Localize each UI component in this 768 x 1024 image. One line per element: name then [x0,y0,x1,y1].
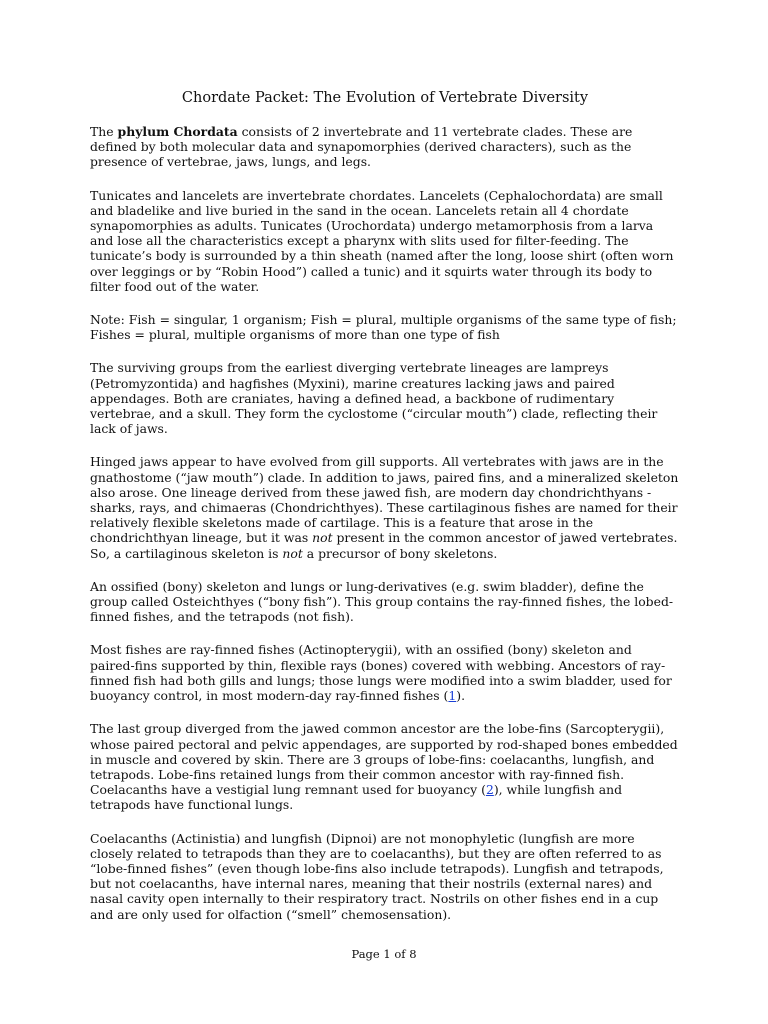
paragraph-lobe-fins [90,721,680,812]
citation-link-2[interactable]: 2 [485,782,494,798]
text-run: The [90,124,118,139]
paragraph-tunicates-lancelets: Tunicates and lancelets are invertebrate chordates. Lancelets (Cephalochordata) are small and bladelike and live buried in the sand in the ocean. Lancelets retain all 4 chordate synapomorphies as adults. Tunicates (Urochordata) undergo metamorphosis from a larva and lose all the characteristics except a pharynx with slits used for filter-feeding. The tunicate’s body is surrounded by a thin sheath (named after the long, loose shirt (often worn over leggings or by “Robin Hood”) called a tunic) and it squirts water through its body to filter food out of the water. [90,187,674,294]
paragraph-ray-finned [90,642,680,703]
text-run: a precursor of bony skeletons. [302,545,498,561]
citation-link-1[interactable]: 1 [448,688,457,704]
text-run: Hinged jaws appear to have evolved from gill supports. All vertebrates with jaws are in the gnathostome (“jaw mouth”) clade. In addition to jaws, paired fins, and a mineralized skeleton also arose. One lineage derived from these jawed fish, are modern day chondrichthyans - sharks, rays, and chimaeras (Chondrichthyes). These cartilaginous fishes are named for their relatively flexible skeletons made of cartilage. This is a feature that arose in the chondrichthyan lineage, but it was [90,454,679,546]
paragraph-gnathostomes [90,454,680,560]
paragraph-chordata-intro [90,124,680,170]
paragraph-coelacanths-lungfish: Coelacanths (Actinistia) and lungfish (Dipnoi) are not monophyletic (lungfish are more closely related to tetrapods than they are to coelacanths), but they are often referred to as “lobe-finned fishes” (even though lobe-fins also include tetrapods). Lungfish and tetrapods, but not coelacanths, have internal nares, meaning that their nostrils (external nares) and nasal cavity open internally to their respiratory tract. Nostrils on other fishes end in a cup and are only used for olfaction (“smell” chemosensation). [90,830,664,922]
text-run: ), while lungfish and tetrapods have functional lungs. [90,782,623,813]
page-title: Chordate Packet: The Evolution of Vertebrate Diversity [181,90,589,106]
document-page [90,90,680,940]
page-number-footer: Page 1 of 8 [351,947,417,961]
paragraph-osteichthyes: An ossified (bony) skeleton and lungs or lung-derivatives (e.g. swim bladder), define the group called Osteichthyes (“bony fish”). This group contains the ray-finned fishes, the lobed-finned fishes, and the tetrapods (not fish). [90,578,674,625]
text-run: ). [456,688,466,704]
text-run: consists of 2 invertebrate and 11 vertebrate clades. These are defined by both molecular data and synapomorphies (derived characters), such as the presence of vertebrae, jaws, lungs, and legs. [90,124,633,170]
text-run: Most fishes are ray-finned fishes (Actinopterygii), with an ossified (bony) skeleton and paired-fins supported by thin, flexible rays (bones) covered with webbing. Ancestors of ray-finned fish had both gills and lungs; those lungs were modified into a swim bladder, used for buoyancy control, in most modern-day ray-finned fishes ( [90,642,672,704]
bold-term: phylum Chordata [117,124,238,139]
text-run: The last group diverged from the jawed common ancestor are the lobe-fins (Sarcopterygii), whose paired pectoral and pelvic appendages, are supported by rod-shaped bones embedded in muscle and covered by skin. There are 3 groups of lobe-fins: coelacanths, lungfish, and tetrapods. Lobe-fins retained lungs from their common ancestor with ray-finned fish. Coelacanths have a vestigial lung remnant used for buoyancy ( [90,721,678,798]
italic-word: not [312,530,333,546]
paragraph-fish-note: Note: Fish = singular, 1 organism; Fish = plural, multiple organisms of the same type of fish; Fishes = plural, multiple organisms of more than one type of fish [90,312,677,343]
paragraph-cyclostomes: The surviving groups from the earliest diverging vertebrate lineages are lampreys (Petromyzontida) and hagfishes (Myxini), marine creatures lacking jaws and paired appendages. Both are craniates, having a defined head, a backbone of rudimentary vertebrae, and a skull. They form the cyclostome (“circular mouth”) clade, reflecting their lack of jaws. [90,360,658,437]
text-run: present in the common ancestor of jawed vertebrates. So, a cartilaginous skeleton is [90,530,678,561]
italic-word: not [282,545,303,561]
